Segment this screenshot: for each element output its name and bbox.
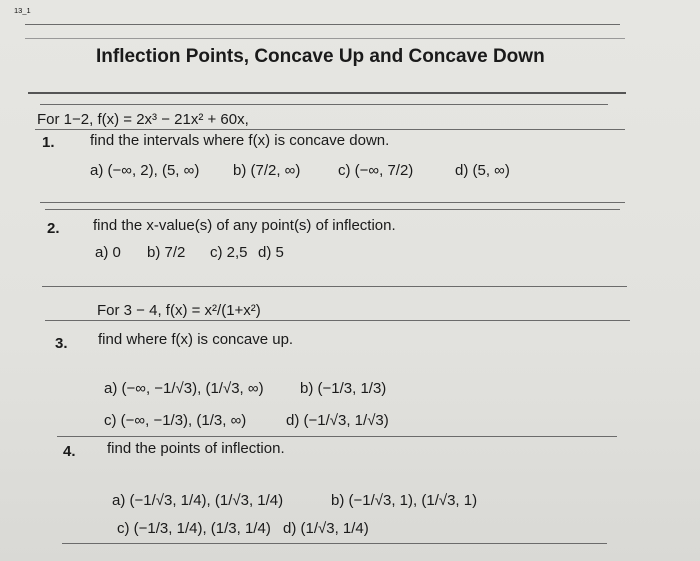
question-3-option-b[interactable]: b) (−1/3, 1/3): [300, 380, 387, 397]
divider: [42, 286, 627, 287]
question-3-option-d[interactable]: d) (−1/√3, 1/√3): [286, 412, 389, 429]
page-label: 13_1: [14, 6, 31, 15]
question-1-option-b[interactable]: b) (7/2, ∞): [233, 162, 301, 179]
question-1-number: 1.: [42, 134, 55, 151]
question-3-option-a[interactable]: a) (−∞, −1/√3), (1/√3, ∞): [104, 380, 264, 397]
divider: [40, 104, 608, 105]
question-2-option-d[interactable]: d) 5: [258, 244, 284, 261]
question-2-text: find the x-value(s) of any point(s) of inflection.: [93, 217, 396, 234]
divider: [57, 436, 617, 437]
question-4-option-d[interactable]: d) (1/√3, 1/4): [283, 520, 369, 537]
question-1-option-a[interactable]: a) (−∞, 2), (5, ∞): [90, 162, 200, 179]
divider: [25, 24, 620, 25]
question-4-number: 4.: [63, 443, 76, 460]
question-3-number: 3.: [55, 335, 68, 352]
question-2-option-a[interactable]: a) 0: [95, 244, 121, 261]
divider: [35, 129, 625, 130]
divider: [45, 320, 630, 321]
divider: [62, 543, 607, 544]
question-1-option-d[interactable]: d) (5, ∞): [455, 162, 510, 179]
intro-1-2: For 1−2, f(x) = 2x³ − 21x² + 60x,: [37, 111, 249, 128]
intro-3-4: For 3 − 4, f(x) = x²/(1+x²): [97, 302, 261, 319]
question-2-option-c[interactable]: c) 2,5: [210, 244, 248, 261]
question-4-option-c[interactable]: c) (−1/3, 1/4), (1/3, 1/4): [117, 520, 271, 537]
page-title: Inflection Points, Concave Up and Concave Down: [96, 46, 545, 67]
question-3-text: find where f(x) is concave up.: [98, 331, 294, 348]
question-4-option-a[interactable]: a) (−1/√3, 1/4), (1/√3, 1/4): [112, 492, 284, 509]
question-4-option-b[interactable]: b) (−1/√3, 1), (1/√3, 1): [331, 492, 478, 509]
question-3-option-c[interactable]: c) (−∞, −1/3), (1/3, ∞): [104, 412, 247, 429]
divider: [45, 209, 620, 210]
question-4-text: find the points of inflection.: [107, 440, 285, 457]
question-2-option-b[interactable]: b) 7/2: [147, 244, 186, 261]
divider: [28, 92, 626, 94]
question-2-number: 2.: [47, 220, 60, 237]
question-1-text: find the intervals where f(x) is concave down.: [90, 132, 390, 149]
question-1-option-c[interactable]: c) (−∞, 7/2): [338, 162, 414, 179]
divider: [40, 202, 625, 203]
divider: [25, 38, 625, 39]
